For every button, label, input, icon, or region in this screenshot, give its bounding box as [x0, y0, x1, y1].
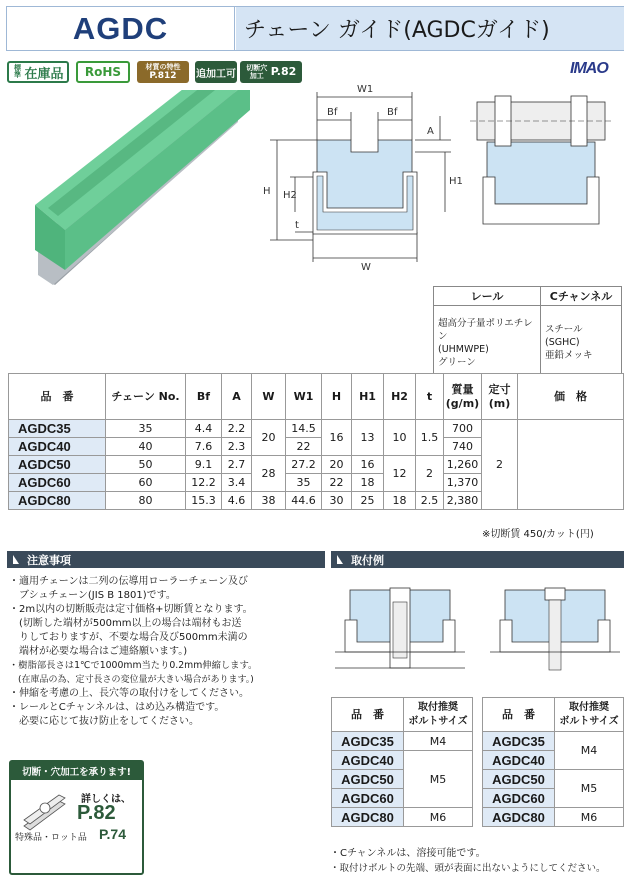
label-w1: W1	[357, 84, 374, 95]
material-table	[433, 286, 622, 380]
mount-table-right	[482, 697, 624, 827]
processing-icon	[19, 786, 69, 836]
mounting-diagrams	[335, 580, 620, 680]
promo-page-link[interactable]: P.82	[77, 802, 116, 824]
mount-header-code: 品 番	[483, 698, 555, 732]
mount-header-bolt-line2: ボルトサイズ	[408, 715, 468, 727]
mount-bolt: M4	[555, 732, 624, 770]
cell-bf: 4.4	[186, 420, 222, 438]
header-t: t	[416, 374, 444, 420]
cell-w1: 35	[286, 474, 322, 492]
header-a: A	[222, 374, 252, 420]
mounting-header: 取付例	[331, 551, 624, 568]
mount-code: AGDC40	[483, 751, 555, 770]
footnote-line: ・Cチャンネルは、溶接可能です。	[330, 848, 486, 859]
cell-a: 2.2	[222, 420, 252, 438]
note-line: ブシュチェーン(JIS B 1801)です。	[9, 590, 176, 601]
cell-w1: 44.6	[286, 492, 322, 510]
promo-box	[9, 760, 144, 875]
rail-material-line: グリーン	[438, 356, 476, 368]
cell-a: 2.3	[222, 438, 252, 456]
mounting-example-left	[335, 588, 465, 668]
dimension-drawing	[255, 82, 625, 272]
promo-special: 特殊品・ロット品	[15, 833, 87, 843]
chain-rail-profile	[487, 142, 595, 204]
mount-header-bolt	[555, 698, 624, 732]
note-line: りしておりますが、不要な場合及び500mm未満の	[9, 632, 248, 643]
note-line: 端材が必要な場合はご連絡願います。)	[9, 646, 188, 657]
header-chain: チェーン No.	[106, 374, 186, 420]
cell-t: 1.5	[416, 420, 444, 456]
cell-t: 2	[416, 456, 444, 492]
cut-label: 切断穴加工	[246, 64, 268, 80]
rail-material	[434, 306, 541, 380]
cell-code: AGDC50	[9, 456, 106, 474]
mount-bolt: M5	[555, 770, 624, 808]
header-w1: W1	[286, 374, 322, 420]
header-h: H	[322, 374, 352, 420]
mount-code: AGDC80	[483, 808, 555, 827]
cell-mass: 2,380	[444, 492, 482, 510]
stock-small-label: 標準	[13, 64, 21, 79]
cell-w1: 22	[286, 438, 322, 456]
table-row	[9, 420, 624, 438]
channel-material-line: 亜鉛メッキ	[545, 350, 593, 361]
header-bf: Bf	[186, 374, 222, 420]
mount-code: AGDC35	[483, 732, 555, 751]
label-h2: H2	[283, 190, 297, 201]
cell-chain: 50	[106, 456, 186, 474]
material-header-channel: Cチャンネル	[541, 287, 622, 306]
cell-code: AGDC60	[9, 474, 106, 492]
cell-code: AGDC35	[9, 420, 106, 438]
promo-detail: 詳しくは、	[81, 794, 131, 805]
rohs-badge: RoHS	[76, 61, 130, 83]
cell-h1: 25	[352, 492, 384, 510]
mount-code: AGDC35	[332, 732, 404, 751]
mounting-example-right	[490, 588, 620, 670]
cell-bf: 7.6	[186, 438, 222, 456]
note-line: ・レールとCチャンネルは、はめ込み構造です。	[9, 702, 225, 713]
cell-h1: 16	[352, 456, 384, 474]
cell-price	[518, 420, 624, 510]
mount-code: AGDC80	[332, 808, 404, 827]
cell-h: 20	[322, 456, 352, 474]
label-bf-left: Bf	[327, 107, 338, 118]
label-w: W	[361, 262, 371, 272]
cell-bf: 12.2	[186, 474, 222, 492]
mount-bolt: M6	[555, 808, 624, 827]
mount-bolt: M5	[404, 751, 473, 808]
stock-label: 在庫品	[24, 66, 64, 82]
cell-w: 38	[252, 492, 286, 510]
cell-chain: 40	[106, 438, 186, 456]
cell-h2: 18	[384, 492, 416, 510]
cell-mass: 740	[444, 438, 482, 456]
mount-code: AGDC60	[332, 789, 404, 808]
imao-logo: IMAO	[570, 60, 608, 77]
cell-mass: 1,370	[444, 474, 482, 492]
cell-chain: 60	[106, 474, 186, 492]
note-line: ・2m以内の切断販売は定寸価格+切断賃となります。	[9, 604, 253, 615]
cell-mass: 700	[444, 420, 482, 438]
cell-a: 2.7	[222, 456, 252, 474]
spec-table	[8, 373, 624, 510]
mount-bolt: M6	[404, 808, 473, 827]
mount-header-bolt	[404, 698, 473, 732]
note-line: ・伸縮を考慮の上、長穴等の取付けをしてください。	[9, 688, 249, 699]
additional-process-badge: 追加工可	[195, 61, 237, 83]
channel-material	[541, 306, 622, 380]
cell-code: AGDC80	[9, 492, 106, 510]
note-line: 必要に応じて抜け防止をしてください。	[9, 716, 199, 727]
cell-w1: 14.5	[286, 420, 322, 438]
mount-code: AGDC50	[332, 770, 404, 789]
stock-badge	[7, 61, 69, 83]
mount-table-left	[331, 697, 473, 827]
cut-badge	[240, 61, 302, 83]
cell-bf: 15.3	[186, 492, 222, 510]
mount-header-bolt-line1: 取付推奨	[569, 701, 609, 713]
product-image	[20, 90, 250, 290]
channel-material-line: スチール(SGHC)	[545, 324, 583, 348]
cell-mass: 1,260	[444, 456, 482, 474]
rail-profile	[317, 140, 412, 214]
material-label: 材質の特性	[145, 63, 181, 71]
note-line: ・適用チェーンは二列の伝導用ローラーチェーン及び	[9, 576, 248, 587]
material-header-rail: レール	[434, 287, 541, 306]
note-line: (切断した端材が500mm以上の場合は端材もお送	[9, 618, 242, 629]
cell-t: 2.5	[416, 492, 444, 510]
rail-material-line: (UHMWPE)	[438, 343, 489, 355]
cell-chain: 80	[106, 492, 186, 510]
header-code: 品 番	[9, 374, 106, 420]
product-code-title: AGDC	[7, 7, 235, 50]
label-bf-right: Bf	[387, 107, 398, 118]
cell-w: 28	[252, 456, 286, 492]
header-h1: H1	[352, 374, 384, 420]
mount-header-bolt-line2: ボルトサイズ	[559, 715, 619, 727]
mount-header-code: 品 番	[332, 698, 404, 732]
cell-length: 2	[482, 420, 518, 510]
material-badge	[137, 61, 189, 83]
footnote-line: ・取付けボルトの先端、頭が表面に出ないようにしてください。	[330, 863, 606, 874]
page-header	[6, 6, 624, 51]
header-h2: H2	[384, 374, 416, 420]
cell-h2: 10	[384, 420, 416, 456]
cell-a: 4.6	[222, 492, 252, 510]
mount-code: AGDC60	[483, 789, 555, 808]
cell-chain: 35	[106, 420, 186, 438]
cell-h1: 13	[352, 420, 384, 456]
cell-h: 16	[322, 420, 352, 456]
mount-code: AGDC50	[483, 770, 555, 789]
mount-code: AGDC40	[332, 751, 404, 770]
cell-a: 3.4	[222, 474, 252, 492]
cell-w1: 27.2	[286, 456, 322, 474]
rail-material-line: 超高分子量ポリエチレン	[438, 317, 533, 342]
material-page: P.812	[149, 71, 177, 81]
note-line: (在庫品の為、定寸長さの変位量が大きい場合があります。)	[9, 675, 254, 685]
label-a: A	[427, 126, 434, 137]
notes-header: 注意事項	[7, 551, 325, 568]
footnotes	[330, 846, 606, 876]
cut-page: P.82	[270, 65, 297, 78]
promo-header: 切断・穴加工を承ります!	[11, 762, 142, 780]
header-length: 定寸 (m)	[482, 374, 518, 420]
header-price: 価 格	[518, 374, 624, 420]
cell-h: 30	[322, 492, 352, 510]
mount-header-bolt-line1: 取付推奨	[418, 701, 458, 713]
label-h1: H1	[449, 176, 463, 187]
cut-fee-note: ※切断賃 450/カット(円)	[482, 529, 594, 540]
header-mass: 質量 (g/m)	[444, 374, 482, 420]
note-line: ・樹脂部長さは1℃で1000mm当たり0.2mm伸縮します。	[9, 660, 258, 671]
cell-w: 20	[252, 420, 286, 456]
label-h: H	[263, 186, 271, 197]
mount-bolt: M4	[404, 732, 473, 751]
header-w: W	[252, 374, 286, 420]
product-title: チェーン ガイド(AGDCガイド)	[236, 7, 624, 50]
cell-h: 22	[322, 474, 352, 492]
notes-list	[9, 575, 324, 729]
cell-h1: 18	[352, 474, 384, 492]
cell-code: AGDC40	[9, 438, 106, 456]
label-t: t	[295, 220, 299, 231]
cell-h2: 12	[384, 456, 416, 492]
cell-bf: 9.1	[186, 456, 222, 474]
promo-special-page[interactable]: P.74	[99, 826, 126, 842]
